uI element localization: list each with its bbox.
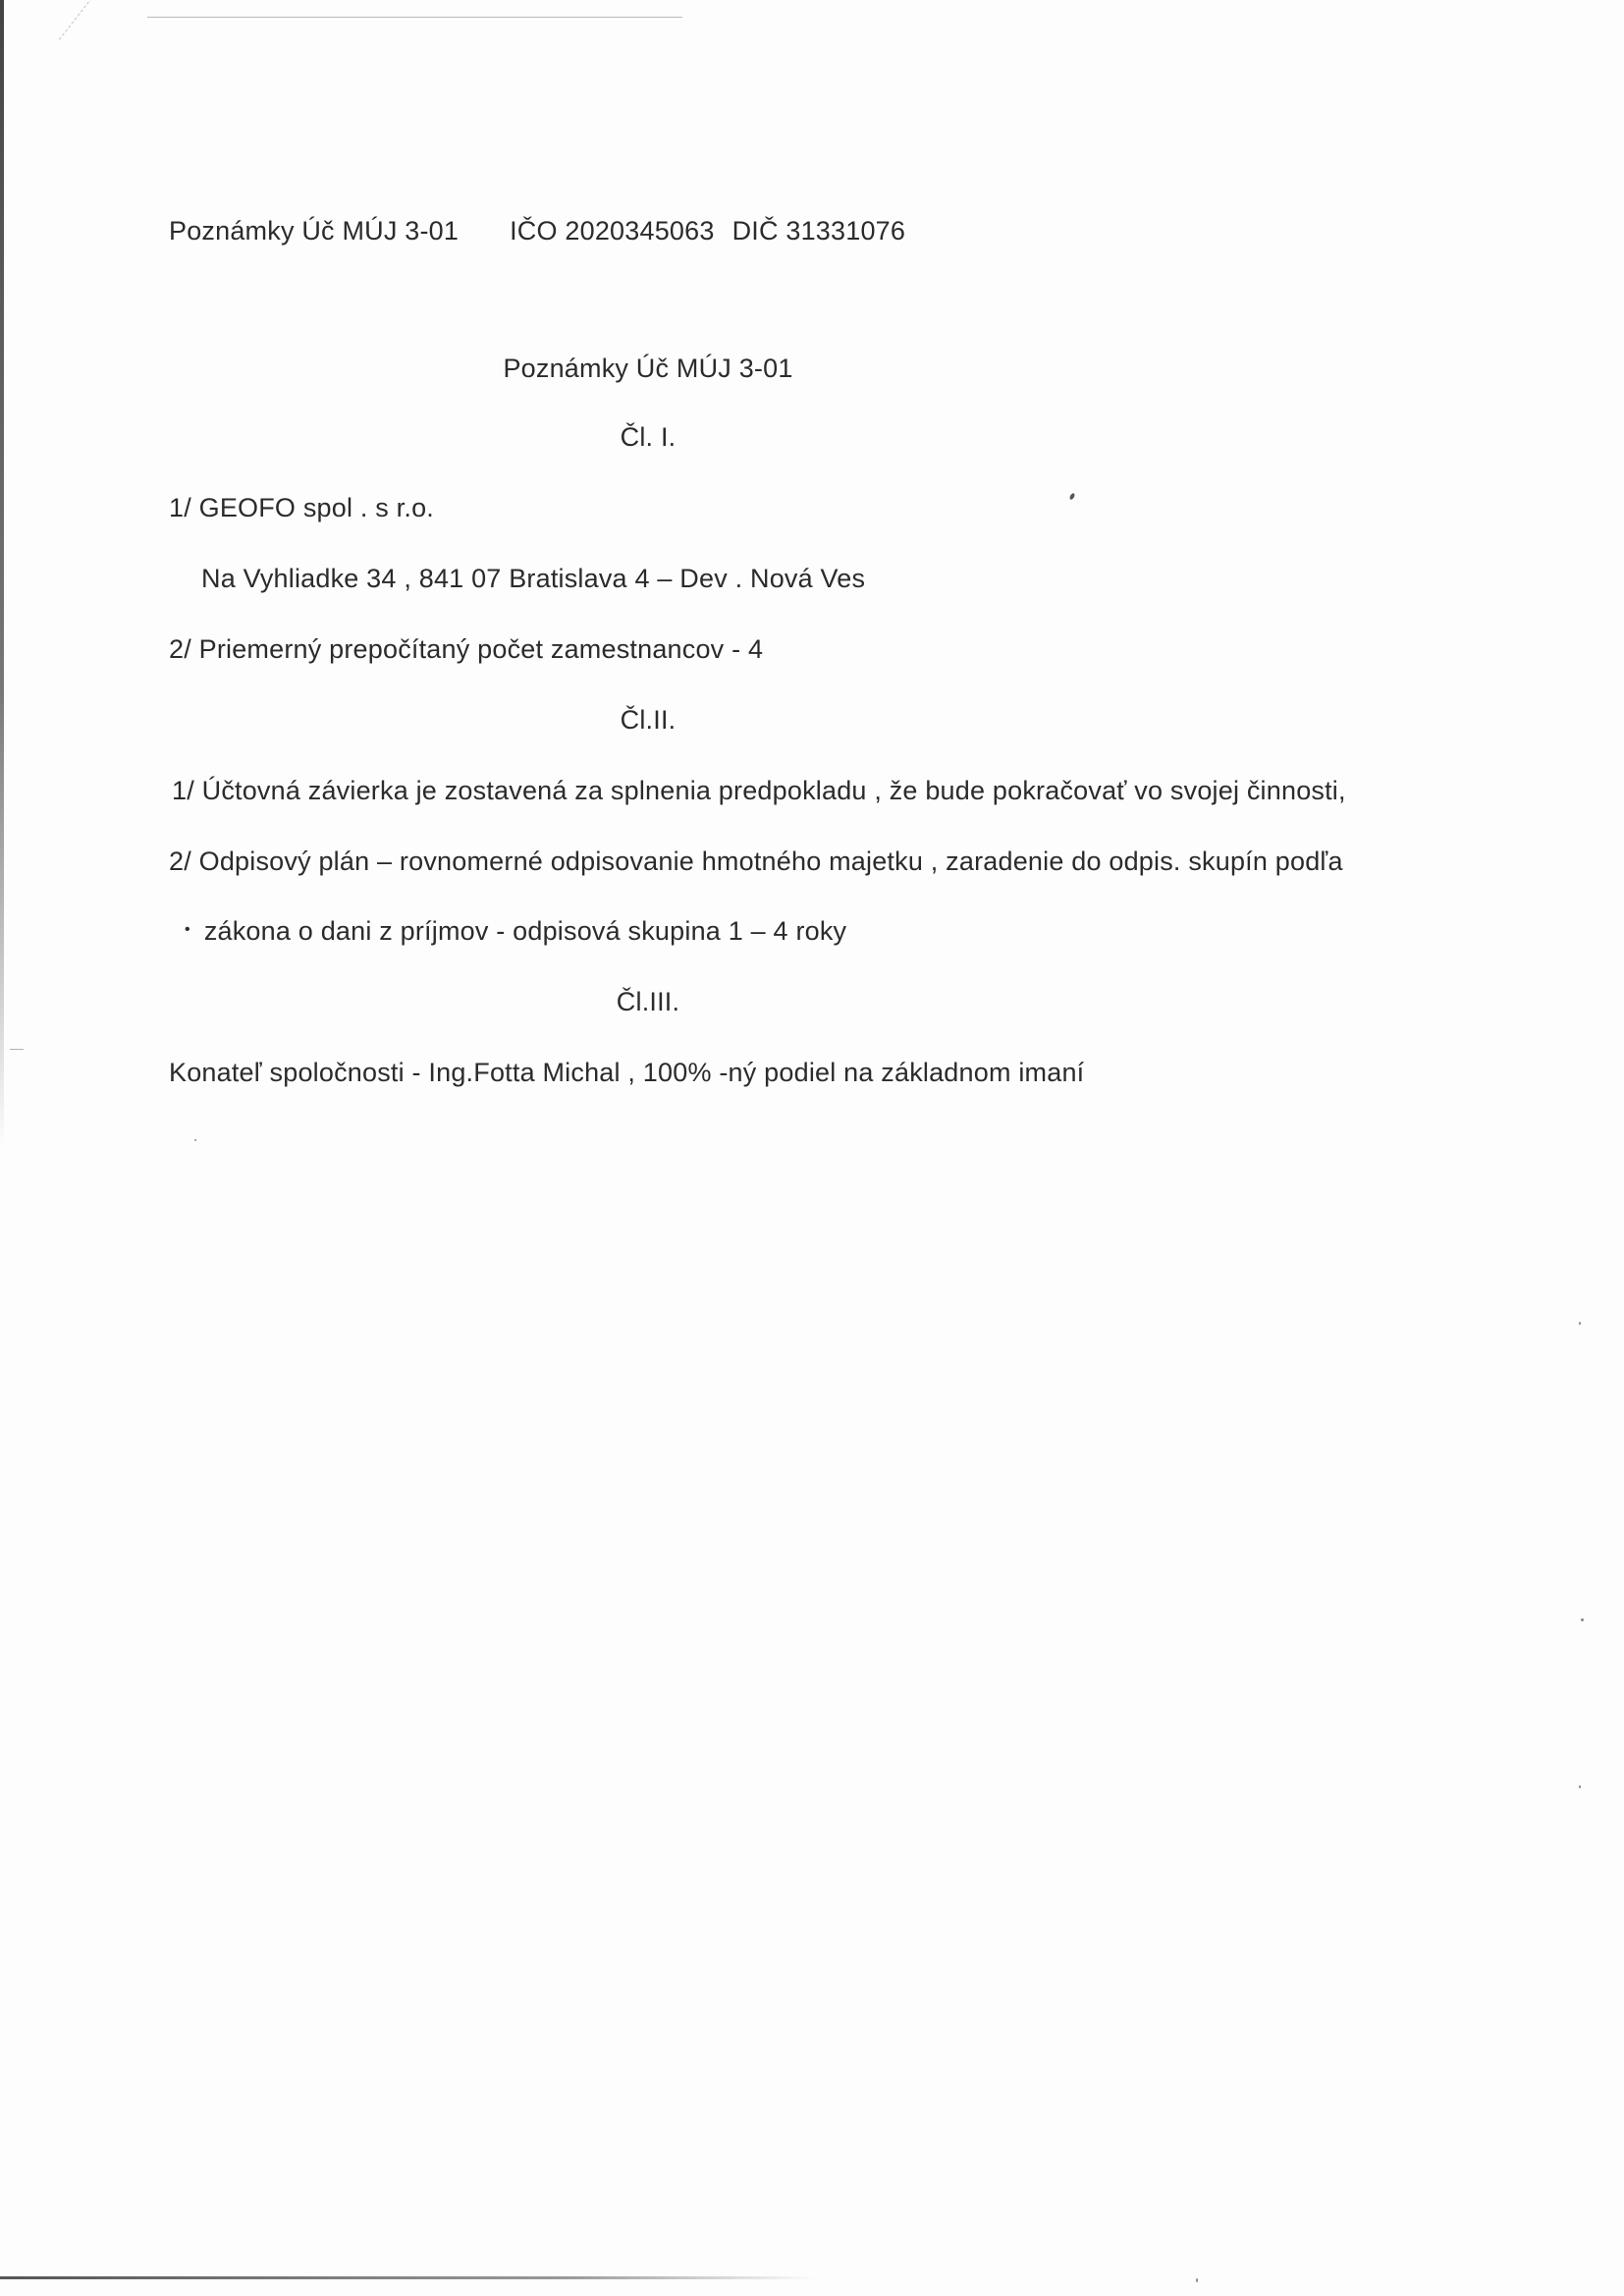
article-1-item-1: 1/ GEOFO spol . s r.o. — [169, 493, 434, 522]
article-2-item-2-line-2 — [185, 914, 846, 953]
header-dic: DIČ 31331076 — [731, 216, 906, 246]
header-title: Poznámky Úč MÚJ 3-01 — [169, 216, 460, 246]
header-ico: IČO 2020345063 — [510, 216, 715, 246]
scan-speck — [1579, 1322, 1581, 1325]
article-2-item-1: 1/ Účtovná závierka je zostavená za splnenia predpokladu , že bude pokračovať vo svojej činnosti, — [172, 776, 1346, 805]
scan-speck — [194, 1139, 196, 1141]
document-title: Poznámky Úč MÚJ 3-01 — [503, 354, 793, 383]
scan-speck — [10, 1049, 24, 1050]
article-3-heading: Čl.III. — [616, 987, 680, 1016]
article-2-heading: Čl.II. — [620, 705, 677, 735]
article-3-text: Konateľ spoločnosti - Ing.Fotta Michal , 100% -ný podiel na základnom imaní — [169, 1058, 1085, 1087]
article-1-address: Na Vyhliadke 34 , 841 07 Bratislava 4 – Dev . Nová Ves — [201, 564, 866, 593]
article-1-item-2: 2/ Priemerný prepočítaný počet zamestnancov - 4 — [169, 634, 764, 664]
scan-speck — [1196, 2278, 1198, 2282]
scan-artifact-top-line — [147, 17, 682, 18]
article-2-item-2-line-2-text: zákona o dani z príjmov - odpisová skupina 1 – 4 roky — [203, 916, 847, 946]
article-2-item-2-line-1: 2/ Odpisový plán – rovnomerné odpisovanie hmotného majetku , zaradenie do odpis. skupín podľa — [169, 847, 1343, 876]
scan-speck — [1581, 1618, 1584, 1621]
header-line — [169, 214, 905, 247]
scan-artifact-bottom-edge — [0, 2276, 815, 2279]
scan-speck — [1069, 492, 1076, 500]
scan-artifact-left-edge — [0, 0, 4, 1149]
bullet-mark: • — [185, 921, 190, 938]
scan-speck — [1579, 1785, 1581, 1788]
article-1-heading: Čl. I. — [620, 422, 677, 452]
scan-artifact-diagonal-line — [59, 0, 127, 40]
